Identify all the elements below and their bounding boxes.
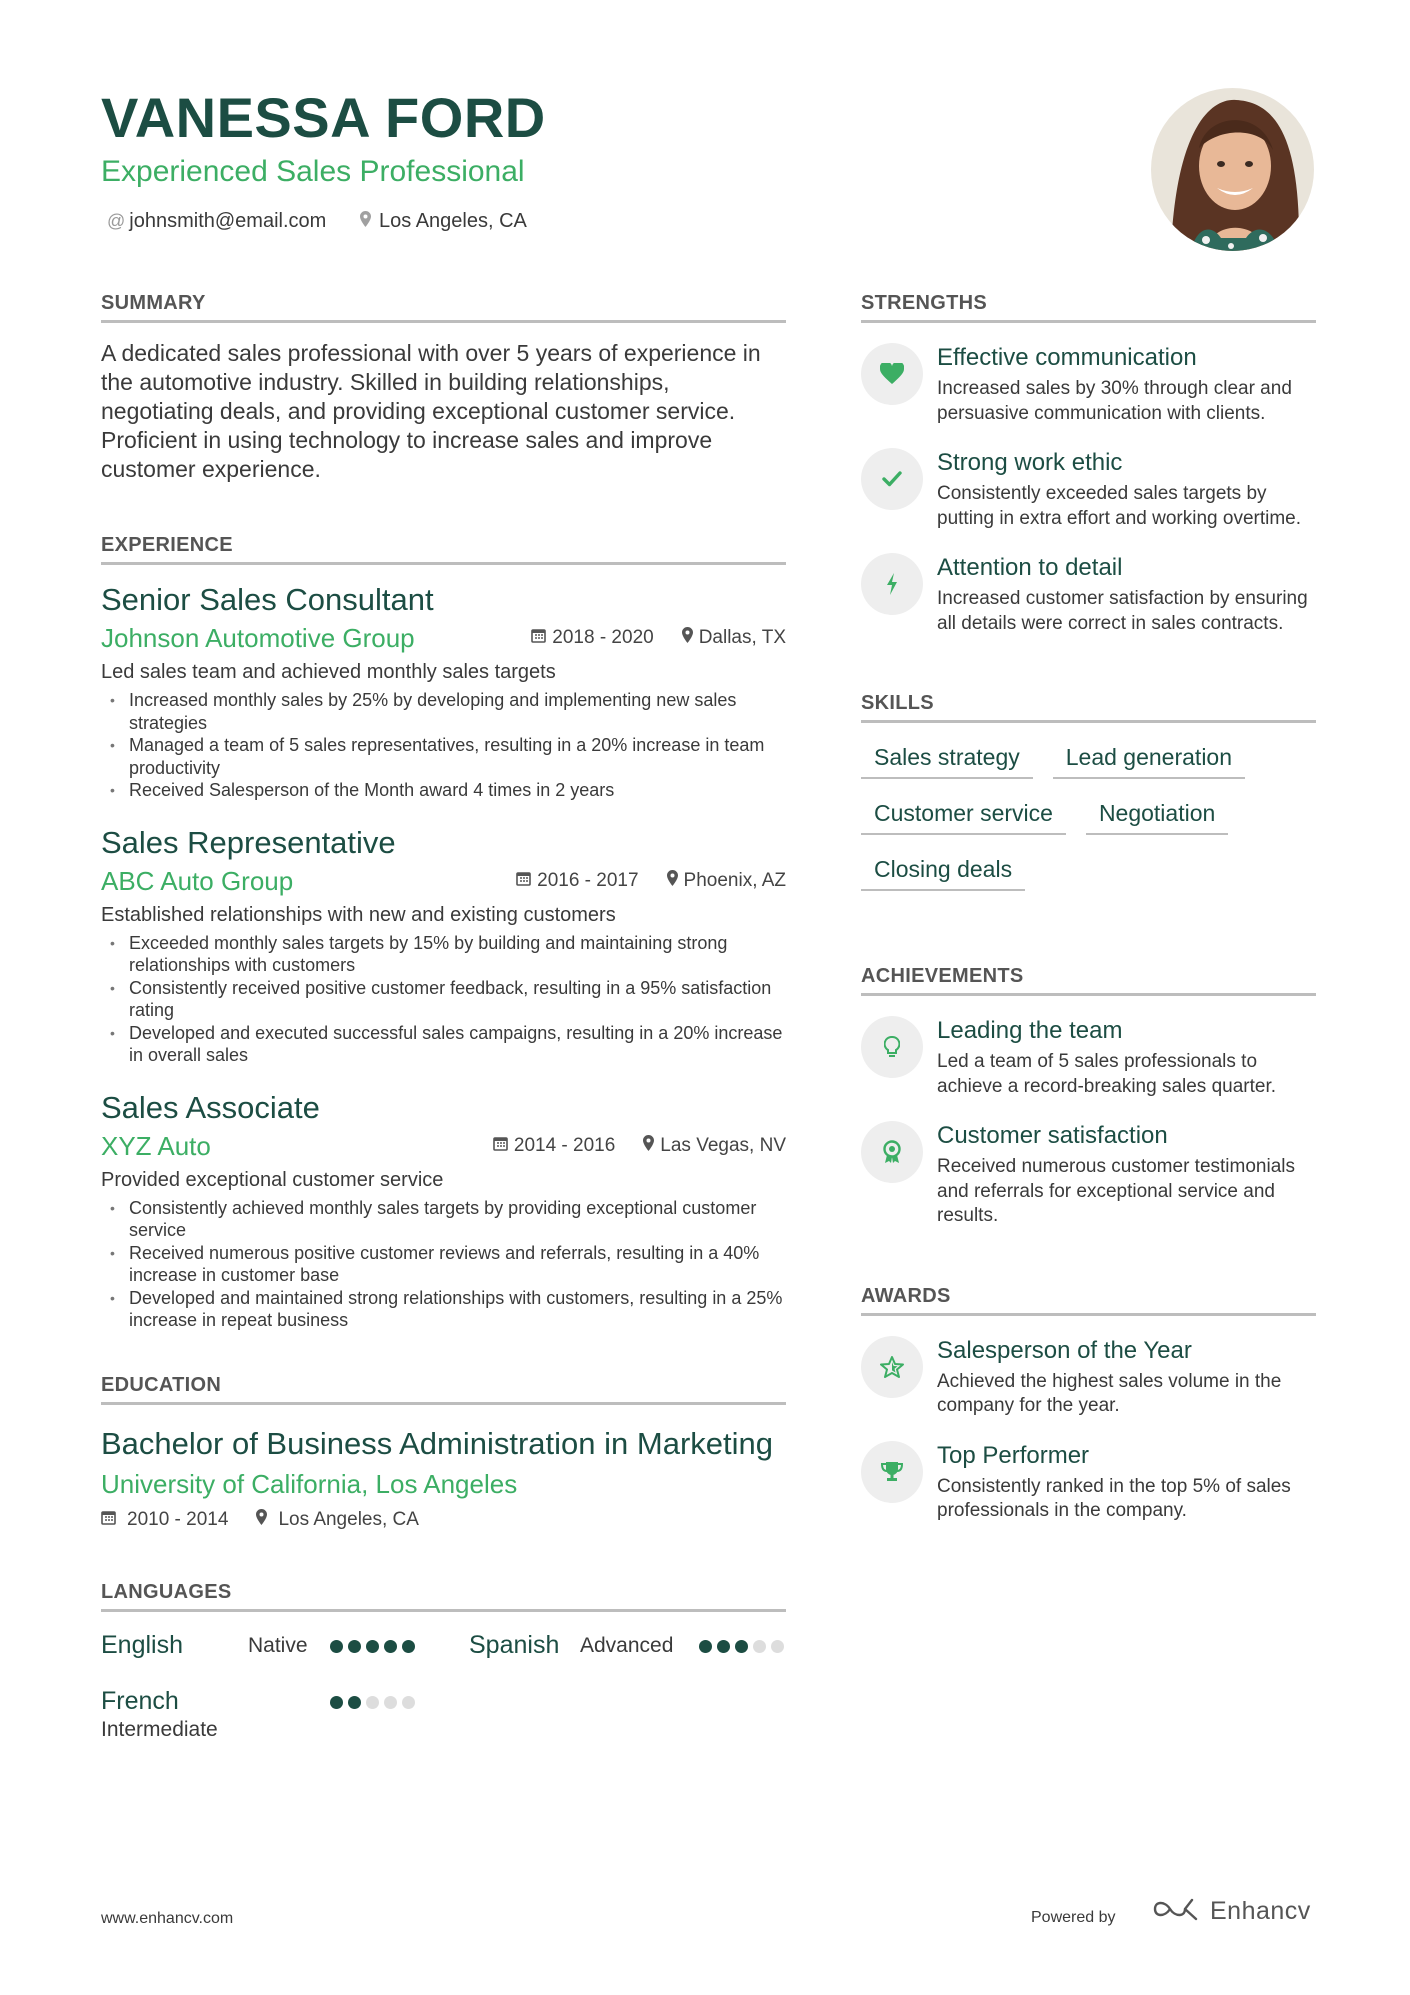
powered-by-label: Powered by: [1031, 1909, 1116, 1926]
job-description: Led sales team and achieved monthly sales targets: [101, 661, 556, 683]
job-meta: [516, 870, 786, 892]
company-name: Johnson Automotive Group: [101, 623, 415, 653]
award-ribbon-icon: [861, 1121, 923, 1183]
job-header-row: [101, 621, 786, 655]
experience-bullet: • Received numerous positive customer reviews and referrals, resulting in a 40% increase in customer base: [101, 1242, 786, 1287]
awards-heading: AWARDS: [861, 1283, 1316, 1316]
contact-email[interactable]: [107, 208, 326, 234]
languages-list: [101, 1630, 786, 1780]
achievement-item: Customer satisfaction Received numerous customer testimonials and referrals for exceptional service and results.: [861, 1121, 1316, 1229]
job-title: Sales Associate: [101, 1089, 320, 1125]
location-text: Los Angeles, CA: [379, 210, 527, 232]
rating-dot: [384, 1696, 397, 1709]
rating-dot: [402, 1696, 415, 1709]
strength-item: Strong work ethic Consistently exceeded sales targets by putting in extra effort and working overtime.: [861, 448, 1316, 531]
skill-tag: Sales strategy: [861, 737, 1033, 779]
location-pin-icon: [682, 627, 693, 647]
job-bullets: [101, 689, 786, 802]
language-english-rating: [330, 1640, 415, 1653]
education-dates: 2010 - 2014: [101, 1509, 228, 1531]
skill-tag: Customer service: [861, 793, 1066, 835]
experience-bullet: • Consistently received positive customer feedback, resulting in a 95% satisfaction rating: [101, 977, 786, 1022]
education-meta: [101, 1509, 786, 1531]
job-location: Dallas, TX: [682, 627, 786, 649]
job-meta: [531, 627, 786, 649]
awards-list: [861, 1336, 1316, 1524]
strengths-heading: STRENGTHS: [861, 290, 1316, 323]
rating-dot: [366, 1640, 379, 1653]
skill-tag: Lead generation: [1053, 737, 1245, 779]
rating-dot: [735, 1640, 748, 1653]
calendar-icon: [101, 1509, 121, 1529]
achievements-list: [861, 1016, 1316, 1229]
education-location: Los Angeles, CA: [256, 1509, 419, 1531]
rating-dot: [699, 1640, 712, 1653]
rating-dot: [330, 1696, 343, 1709]
education-school: University of California, Los Angeles: [101, 1468, 518, 1499]
at-icon: @: [107, 211, 126, 231]
calendar-icon: [493, 1135, 508, 1155]
calendar-icon: [516, 870, 531, 890]
experience-bullet: • Exceeded monthly sales targets by 15% by building and maintaining strong relationships with customers: [101, 932, 786, 977]
footer-url[interactable]: www.enhancv.com: [101, 1910, 234, 1927]
contact-location: [360, 208, 527, 234]
location-pin-icon: [667, 870, 678, 890]
award-item: Salesperson of the Year Achieved the highest sales volume in the company for the year.: [861, 1336, 1316, 1419]
experience-bullet: • Increased monthly sales by 25% by developing and implementing new sales strategies: [101, 689, 786, 734]
experience-bullet: • Received Salesperson of the Month award 4 times in 2 years: [101, 779, 786, 802]
strength-item: Effective communication Increased sales by 30% through clear and persuasive communication with clients.: [861, 343, 1316, 426]
skill-tag: Closing deals: [861, 849, 1025, 891]
strengths-list: [861, 343, 1316, 636]
star-icon: [861, 1336, 923, 1398]
calendar-icon: [531, 627, 546, 647]
job-bullets: [101, 1197, 786, 1332]
profile-photo: [1151, 88, 1314, 251]
job-dates: 2014 - 2016: [493, 1135, 615, 1157]
rating-dot: [771, 1640, 784, 1653]
language-spanish-level: Advanced: [580, 1633, 674, 1657]
language-english-level: Native: [248, 1633, 308, 1657]
right-column: [861, 290, 1316, 1524]
check-icon: [861, 448, 923, 510]
location-pin-icon: [360, 208, 371, 234]
language-french: [101, 1686, 218, 1743]
heart-icon: [861, 343, 923, 405]
education-degree: Bachelor of Business Administration in Marketing: [101, 1425, 773, 1461]
enhancv-wordmark: Enhancv: [1210, 1897, 1311, 1925]
trophy-icon: [861, 1441, 923, 1503]
rating-dot: [330, 1640, 343, 1653]
job-dates: 2018 - 2020: [531, 627, 653, 649]
left-column: [101, 290, 786, 1780]
rating-dot: [402, 1640, 415, 1653]
rating-dot: [366, 1696, 379, 1709]
job-bullets: [101, 932, 786, 1067]
job-location: Las Vegas, NV: [643, 1135, 786, 1157]
company-name: XYZ Auto: [101, 1130, 211, 1161]
enhancv-logo[interactable]: [1152, 1897, 1311, 1926]
job-dates: 2016 - 2017: [516, 870, 638, 892]
experience-bullet: • Developed and maintained strong relationships with customers, resulting in a 25% increase in repeat business: [101, 1287, 786, 1332]
award-item: Top Performer Consistently ranked in the top 5% of sales professionals in the company.: [861, 1441, 1316, 1524]
enhancv-logo-icon: [1152, 1897, 1200, 1926]
location-pin-icon: [256, 1509, 272, 1529]
bolt-icon: [861, 553, 923, 615]
email-text: johnsmith@email.com: [129, 210, 327, 232]
education-heading: EDUCATION: [101, 1372, 786, 1405]
skills-heading: SKILLS: [861, 690, 1316, 723]
rating-dot: [384, 1640, 397, 1653]
location-pin-icon: [643, 1135, 654, 1155]
job-description: Provided exceptional customer service: [101, 1168, 444, 1191]
achievement-item: Leading the team Led a team of 5 sales professionals to achieve a record-breaking sales quarter.: [861, 1016, 1316, 1099]
strength-item: Attention to detail Increased customer satisfaction by ensuring all details were correct in sales contracts.: [861, 553, 1316, 636]
job-location: Phoenix, AZ: [667, 870, 786, 892]
language-french-rating: [330, 1696, 415, 1709]
experience-item: [101, 824, 786, 1067]
skill-tag: Negotiation: [1086, 793, 1228, 835]
experience-list: [101, 581, 786, 1332]
rating-dot: [348, 1640, 361, 1653]
experience-bullet: • Managed a team of 5 sales representatives, resulting in a 20% increase in team productivity: [101, 734, 786, 779]
job-description: Established relationships with new and existing customers: [101, 903, 616, 926]
experience-heading: EXPERIENCE: [101, 532, 786, 565]
language-name: English: [101, 1630, 183, 1659]
lightbulb-icon: [861, 1016, 923, 1078]
experience-item: [101, 1089, 786, 1332]
candidate-name: VANESSA FORD: [101, 86, 546, 149]
rating-dot: [753, 1640, 766, 1653]
rating-dot: [348, 1696, 361, 1709]
skills-list: [861, 737, 1316, 891]
language-level: Intermediate: [101, 1717, 218, 1741]
experience-bullet: • Consistently achieved monthly sales targets by providing exceptional customer service: [101, 1197, 786, 1242]
job-title: Sales Representative: [101, 824, 396, 860]
rating-dot: [717, 1640, 730, 1653]
job-title: Senior Sales Consultant: [101, 582, 434, 617]
job-header-row: [101, 1129, 786, 1163]
language-name: Spanish: [469, 1630, 560, 1659]
summary-text: A dedicated sales professional with over 5 years of experience in the automotive industry. Skilled in building relationships, negotiating deals, and providing exceptional customer service. Proficient in using technology to increase sales and improve customer experience.: [101, 340, 761, 482]
language-spanish: [469, 1630, 559, 1660]
languages-heading: LANGUAGES: [101, 1579, 786, 1612]
language-spanish-rating: [699, 1640, 784, 1653]
job-header-row: [101, 864, 786, 898]
experience-bullet: • Developed and executed successful sales campaigns, resulting in a 20% increase in overall sales: [101, 1022, 786, 1067]
summary-heading: SUMMARY: [101, 290, 786, 323]
language-english: [101, 1630, 183, 1660]
experience-item: [101, 581, 786, 802]
company-name: ABC Auto Group: [101, 865, 294, 896]
achievements-heading: ACHIEVEMENTS: [861, 963, 1316, 996]
job-meta: [493, 1135, 786, 1157]
language-name: French: [101, 1686, 179, 1715]
candidate-title: Experienced Sales Professional: [101, 155, 525, 188]
